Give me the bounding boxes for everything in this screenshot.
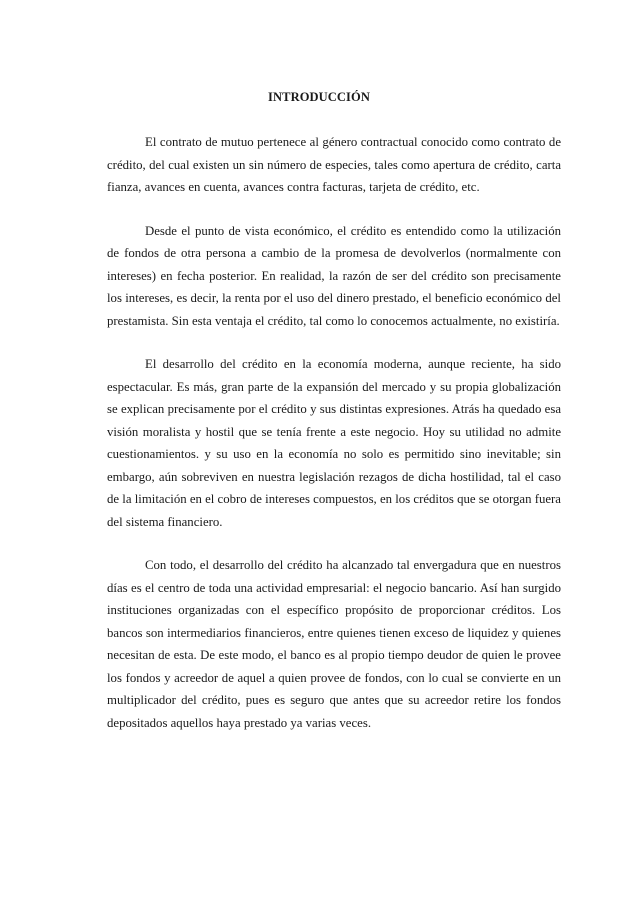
paragraph-1: El contrato de mutuo pertenece al género contractual conocido como contrato de crédito, del cual existen un sin número de especies, tales como apertura de crédito, carta fianza, avances en cuenta, avances contra facturas, tarjeta de crédito, etc. [107,135,561,194]
paragraph-2: Desde el punto de vista económico, el crédito es entendido como la utilización de fondos de otra persona a cambio de la promesa de devolverlos (normalmente con intereses) en fecha posterior. En realidad, la razón de ser del crédito son precisamente los intereses, es decir, la renta por el uso del dinero prestado, el beneficio económico del prestamista. Sin esta ventaja el crédito, tal como lo conocemos actualmente, no existiría. [107,223,561,328]
paragraph-4: Con todo, el desarrollo del crédito ha alcanzado tal envergadura que en nuestros días es el centro de toda una actividad empresarial: el negocio bancario. Así han surgido instituciones organizadas con el específico propósito de proporcionar créditos. Los bancos son intermediarios financieros, entre quienes tienen exceso de liquidez y quienes necesitan de esta. De este modo, el banco es al propio tiempo deudor de quien le provee los fondos y acreedor de aquel a quien provee de fondos, con lo cual se convierte en un multiplicador del crédito, pues es seguro que antes que su acreedor retire los fondos depositados aquellos haya prestado ya varias veces. [107,558,561,730]
paragraph-3: El desarrollo del crédito en la economía moderna, aunque reciente, ha sido espectacular. Es más, gran parte de la expansión del mercado y su propia globalización se explican precisamente por el crédito y sus distintas expresiones. Atrás ha quedado esa visión moralista y hostil que se tenía frente a este negocio. Hoy su utilidad no admite cuestionamientos. y su uso en la economía no solo es permitido sino inevitable; sin embargo, aún sobreviven en nuestra legislación rezagos de dicha hostilidad, tal el caso de la limitación en el cobro de intereses compuestos, en los créditos que se otorgan fuera del sistema financiero. [107,357,561,529]
page-title: INTRODUCCIÓN [268,90,370,104]
document-body [107,131,561,755]
